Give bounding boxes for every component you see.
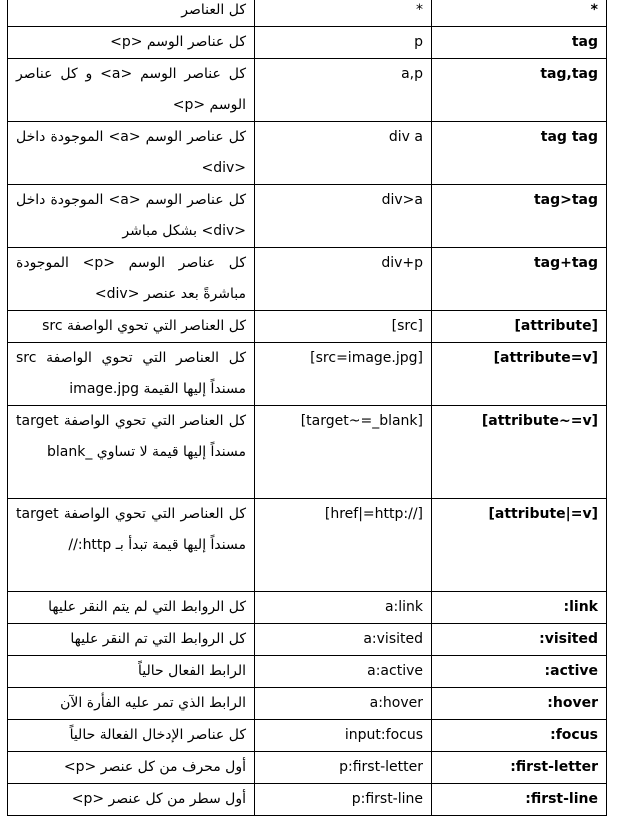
table-row bbox=[8, 122, 607, 185]
selector-cell: :visited bbox=[432, 624, 607, 656]
table-body bbox=[8, 0, 607, 816]
description-cell: كل عناصر الوسم <p> الموجودة مباشرةً بعد عنصر <div> bbox=[8, 248, 255, 311]
example-cell: input:focus bbox=[255, 720, 432, 752]
example-cell: [href|=http://] bbox=[255, 499, 432, 592]
table-row bbox=[8, 688, 607, 720]
description-cell: كل العناصر التي تحوي الواصفة target مسنداً إليها قيمة لا تساوي _blank bbox=[8, 406, 255, 499]
example-cell: a:hover bbox=[255, 688, 432, 720]
table-row bbox=[8, 0, 607, 27]
table-row bbox=[8, 343, 607, 406]
description-cell: كل عناصر الوسم <a> و كل عناصر الوسم <p> bbox=[8, 59, 255, 122]
description-cell: كل عناصر الوسم <a> الموجودة داخل <div> بشكل مباشر bbox=[8, 185, 255, 248]
table-row bbox=[8, 59, 607, 122]
selector-cell: :link bbox=[432, 592, 607, 624]
table-row bbox=[8, 592, 607, 624]
example-cell: p:first-line bbox=[255, 784, 432, 816]
table-row bbox=[8, 624, 607, 656]
example-cell: div>a bbox=[255, 185, 432, 248]
selector-cell: :first-letter bbox=[432, 752, 607, 784]
description-cell: كل عناصر الإدخال الفعالة حالياً bbox=[8, 720, 255, 752]
example-cell: a,p bbox=[255, 59, 432, 122]
table-row bbox=[8, 752, 607, 784]
selector-cell: :first-line bbox=[432, 784, 607, 816]
description-cell: أول سطر من كل عنصر <p> bbox=[8, 784, 255, 816]
example-cell: p bbox=[255, 27, 432, 59]
example-cell: [target~=_blank] bbox=[255, 406, 432, 499]
selector-cell: tag tag bbox=[432, 122, 607, 185]
selector-cell: [attribute=v] bbox=[432, 343, 607, 406]
selector-cell: [attribute] bbox=[432, 311, 607, 343]
table-row bbox=[8, 248, 607, 311]
description-cell: كل العناصر التي تحوي الواصفة src مسنداً إليها القيمة image.jpg bbox=[8, 343, 255, 406]
description-cell: كل عناصر الوسم <a> الموجودة داخل <div> bbox=[8, 122, 255, 185]
description-cell: كل العناصر التي تحوي الواصفة src bbox=[8, 311, 255, 343]
table-row bbox=[8, 27, 607, 59]
selector-cell: tag+tag bbox=[432, 248, 607, 311]
selector-cell: tag,tag bbox=[432, 59, 607, 122]
example-cell: [src=image.jpg] bbox=[255, 343, 432, 406]
selector-cell: :focus bbox=[432, 720, 607, 752]
table-row bbox=[8, 656, 607, 688]
css-selectors-table bbox=[7, 0, 607, 816]
example-cell: a:link bbox=[255, 592, 432, 624]
selector-cell: :active bbox=[432, 656, 607, 688]
table-row bbox=[8, 720, 607, 752]
description-cell: كل الروابط التي لم يتم النقر عليها bbox=[8, 592, 255, 624]
example-cell: a:visited bbox=[255, 624, 432, 656]
selector-cell: :hover bbox=[432, 688, 607, 720]
example-cell: p:first-letter bbox=[255, 752, 432, 784]
table-row bbox=[8, 499, 607, 592]
table-row bbox=[8, 406, 607, 499]
example-cell: * bbox=[255, 0, 432, 27]
description-cell: أول محرف من كل عنصر <p> bbox=[8, 752, 255, 784]
table-row bbox=[8, 311, 607, 343]
description-cell: كل عناصر الوسم <p> bbox=[8, 27, 255, 59]
example-cell: div+p bbox=[255, 248, 432, 311]
example-cell: a:active bbox=[255, 656, 432, 688]
selector-cell: [attribute~=v] bbox=[432, 406, 607, 499]
description-cell: الرابط الفعال حالياً bbox=[8, 656, 255, 688]
description-cell: الرابط الذي تمر عليه الفأرة الآن bbox=[8, 688, 255, 720]
description-cell: كل الروابط التي تم النقر عليها bbox=[8, 624, 255, 656]
selector-cell: * bbox=[432, 0, 607, 27]
selector-cell: [attribute|=v] bbox=[432, 499, 607, 592]
description-cell: كل العناصر bbox=[8, 0, 255, 27]
example-cell: div a bbox=[255, 122, 432, 185]
example-cell: [src] bbox=[255, 311, 432, 343]
selector-cell: tag bbox=[432, 27, 607, 59]
description-cell: كل العناصر التي تحوي الواصفة target مسنداً إليها قيمة تبدأ بـ http:// bbox=[8, 499, 255, 592]
table-row bbox=[8, 185, 607, 248]
selector-cell: tag>tag bbox=[432, 185, 607, 248]
